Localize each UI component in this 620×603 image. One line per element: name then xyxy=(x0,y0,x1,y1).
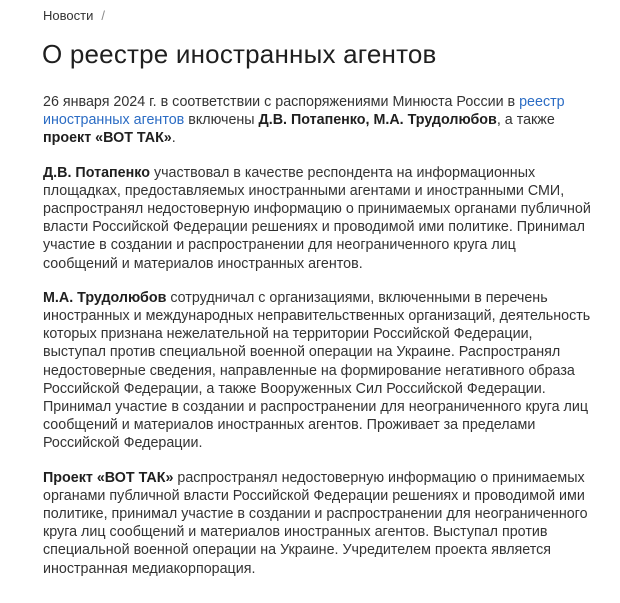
breadcrumb-item-news[interactable]: Новости xyxy=(43,8,94,23)
project-name: Проект «ВОТ ТАК» xyxy=(43,469,174,486)
intro-bold-project: проект «ВОТ ТАК» xyxy=(43,130,172,147)
intro-text-also: , а также xyxy=(496,112,555,129)
paragraph-project xyxy=(43,469,591,578)
registry-link[interactable]: реестр иностранных агентов xyxy=(43,94,565,129)
paragraph-intro xyxy=(43,93,591,148)
page-title: О реестре иностранных агентов xyxy=(42,39,437,69)
trudolyubov-text: сотрудничал с организациями, включенными в перечень иностранных и международных неправительственных организаций, деятельность которых признана нежелательной на территории Российской Федерации, выступал против специальной военной операции на Украине. Распространял недостоверные сведения, направленные на формирование негативного образа Российской Федерации, а также Вооруженных Сил Российской Федерации. Принимал участие в создании и распространении для неограниченного круга лиц сообщений и материалов иностранных агентов. Проживает за пределами Российской Федерации. xyxy=(43,289,591,452)
paragraph-trudolyubov xyxy=(43,289,591,453)
breadcrumb-separator: / xyxy=(101,8,105,23)
intro-text-before-link: 26 января 2024 г. в соответствии с распоряжениями Минюста России в xyxy=(43,94,520,110)
project-text: распространял недостоверную информацию о принимаемых органами публичной власти Российской Федерации решениях и проводимой ими политике, принимал участие в создании и распространении для неограниченного круга лиц сообщений и материалов иностранных агентов. Выступал против специальной военной операции на Украине. Учредителем проекта является иностранная медиакорпорация. xyxy=(43,469,588,577)
paragraph-potapenko xyxy=(43,164,591,273)
breadcrumb xyxy=(43,7,105,25)
article-body xyxy=(43,93,591,594)
intro-text-end: . xyxy=(171,130,176,147)
intro-text-middle: включены xyxy=(184,112,259,129)
intro-bold-names: Д.В. Потапенко, М.А. Трудолюбов xyxy=(258,112,497,129)
trudolyubov-name: М.А. Трудолюбов xyxy=(43,289,167,306)
potapenko-name: Д.В. Потапенко xyxy=(43,164,150,181)
potapenko-text: участвовал в качестве респондента на информационных площадках, предоставляемых иностранными агентами и иностранными СМИ, распространял недостоверную информацию о принимаемых органами публичной власти Российской Федерации решениях и проводимой ими политике. Принимал участие в создании и распространении для неограниченного круга лиц сообщений и материалов иностранных агентов. xyxy=(43,164,591,272)
